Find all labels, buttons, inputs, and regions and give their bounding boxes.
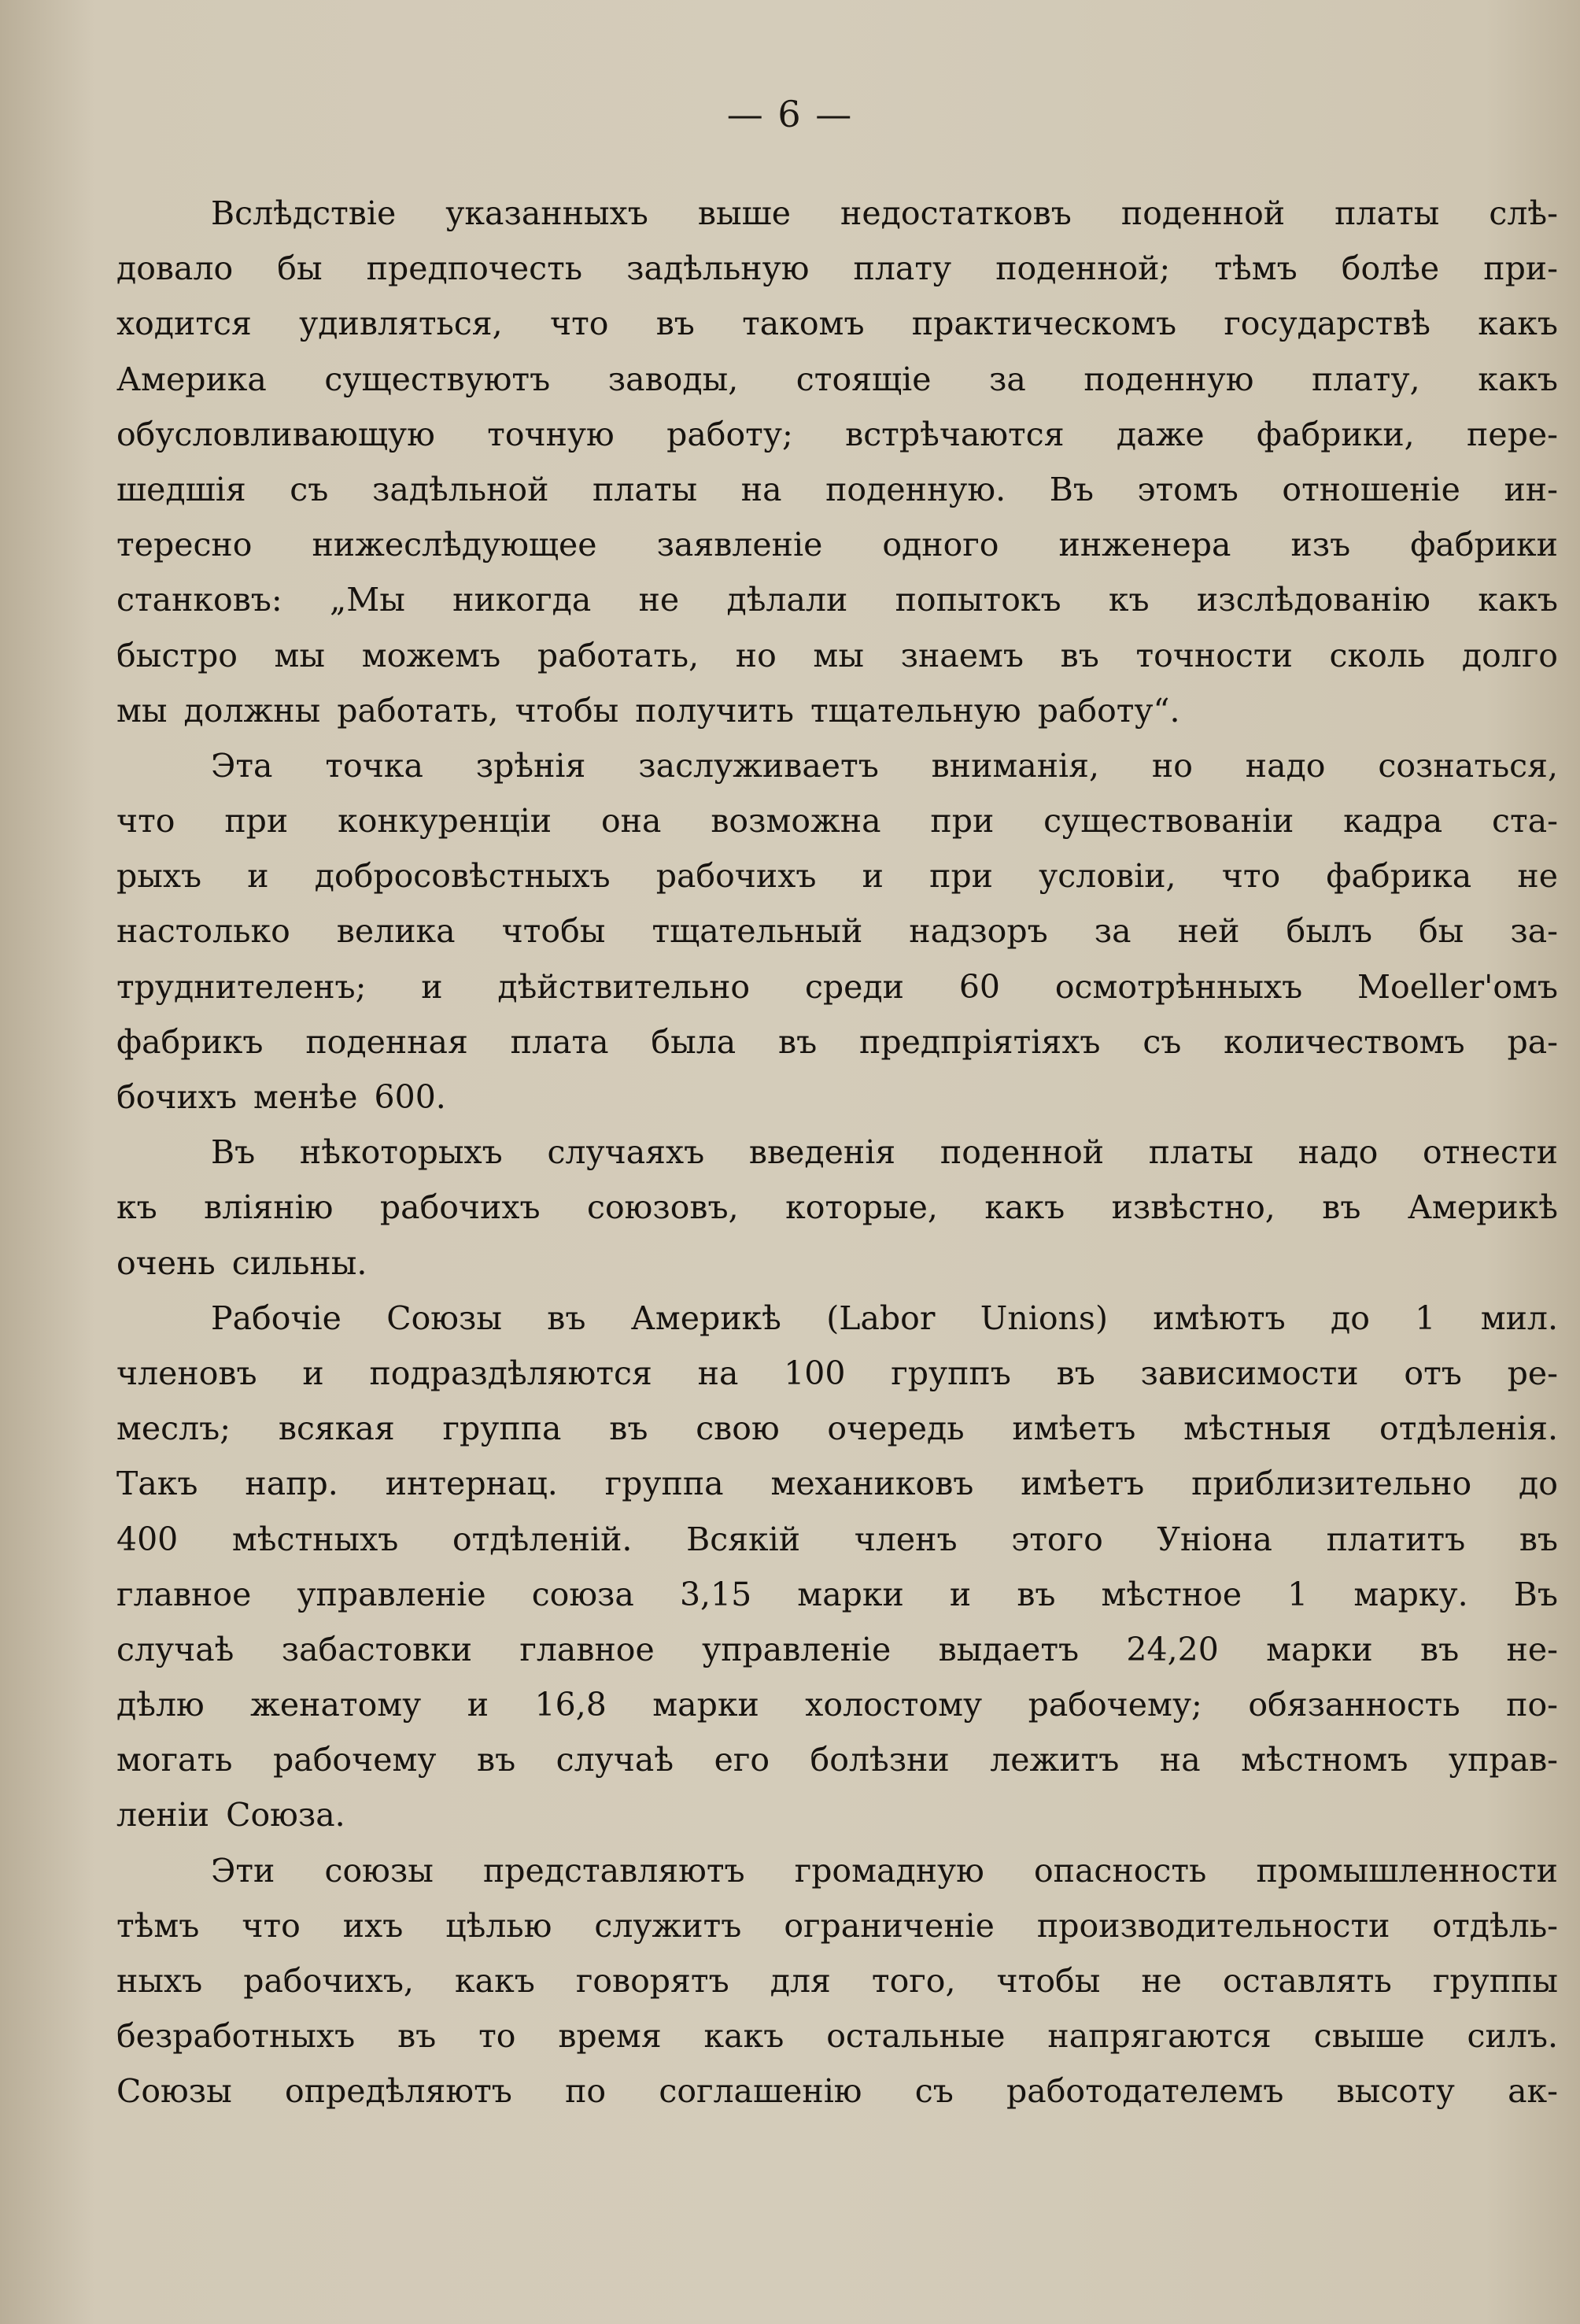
text-line: Вслѣдствіе указанныхъ выше недостатковъ поденной платы слѣ- — [211, 194, 1558, 232]
text-line: Америка существуютъ заводы, стоящіе за поденную плату, какъ — [116, 360, 1558, 398]
text-line: труднителенъ; и дѣйствительно среди 60 осмотрѣнныхъ Moeller'омъ — [116, 967, 1558, 1006]
text-line: мы должны работать, чтобы получить тщательную работу“. — [116, 691, 1180, 730]
text-line: меслъ; всякая группа въ свою очередь имѣетъ мѣстныя отдѣленія. — [116, 1410, 1558, 1448]
page-number: — 6 — — [726, 93, 854, 135]
text-line: безработныхъ въ то время какъ остальные напрягаются свыше силъ. — [116, 2017, 1558, 2056]
text-line: Эта точка зрѣнія заслуживаетъ вниманія, но надо сознаться, — [211, 746, 1558, 785]
text-line: 400 мѣстныхъ отдѣленій. Всякій членъ этого Уніона платитъ въ — [116, 1520, 1558, 1558]
text-line: станковъ: „Мы никогда не дѣлали попытокъ къ изслѣдованію какъ — [116, 581, 1558, 619]
text-line: Въ нѣкоторыхъ случаяхъ введенія поденной платы надо отнести — [211, 1133, 1558, 1172]
text-line: Союзы опредѣляютъ по соглашенію съ работодателемъ высоту ак- — [116, 2072, 1558, 2111]
text-line: обусловливающую точную работу; встрѣчаются даже фабрики, пере- — [116, 415, 1558, 453]
text-line: къ вліянію рабочихъ союзовъ, которые, какъ извѣстно, въ Америкѣ — [116, 1188, 1558, 1227]
text-line: леніи Союза. — [116, 1796, 345, 1834]
text-line: дѣлю женатому и 16,8 марки холостому рабочему; обязанность по- — [116, 1686, 1558, 1724]
text-line: шедшія съ задѣльной платы на поденную. Въ этомъ отношеніе ин- — [116, 470, 1558, 508]
text-line: тересно нижеслѣдующее заявленіе одного инженера изъ фабрики — [116, 526, 1558, 564]
text-line: ходится удивляться, что въ такомъ практическомъ государствѣ какъ — [116, 305, 1558, 343]
body-text — [116, 186, 1558, 2119]
text-line: Такъ напр. интернац. группа механиковъ имѣетъ приблизительно до — [116, 1465, 1558, 1503]
text-line: очень сильны. — [116, 1243, 367, 1282]
text-line: что при конкуренціи она возможна при существованіи кадра ста- — [116, 802, 1558, 841]
text-line: Рабочіе Союзы въ Америкѣ (Labor Unions) имѣютъ до 1 мил. — [211, 1299, 1558, 1337]
text-line: случаѣ забастовки главное управленіе выдаетъ 24,20 марки въ не- — [116, 1630, 1558, 1668]
text-line: Эти союзы представляютъ громадную опасность промышленности — [211, 1851, 1558, 1890]
text-line: бочихъ менѣе 600. — [116, 1078, 446, 1116]
text-line: главное управленіе союза 3,15 марки и въ мѣстное 1 марку. Въ — [116, 1575, 1558, 1613]
text-line: настолько велика чтобы тщательный надзоръ за ней былъ бы за- — [116, 912, 1558, 951]
text-line: ныхъ рабочихъ, какъ говорятъ для того, чтобы не оставлять группы — [116, 1962, 1558, 2000]
text-line: довало бы предпочесть задѣльную плату поденной; тѣмъ болѣе при- — [116, 249, 1558, 288]
text-line: фабрикъ поденная плата была въ предпріятіяхъ съ количествомъ ра- — [116, 1022, 1558, 1061]
text-line: членовъ и подраздѣляются на 100 группъ въ зависимости отъ ре- — [116, 1354, 1558, 1392]
text-line: быстро мы можемъ работать, но мы знаемъ въ точности сколь долго — [116, 636, 1558, 674]
text-line: могать рабочему въ случаѣ его болѣзни лежитъ на мѣстномъ управ- — [116, 1741, 1558, 1779]
text-line: тѣмъ что ихъ цѣлью служитъ ограниченіе производительности отдѣль- — [116, 1906, 1558, 1945]
text-line: рыхъ и добросовѣстныхъ рабочихъ и при условіи, что фабрика не — [116, 857, 1558, 896]
